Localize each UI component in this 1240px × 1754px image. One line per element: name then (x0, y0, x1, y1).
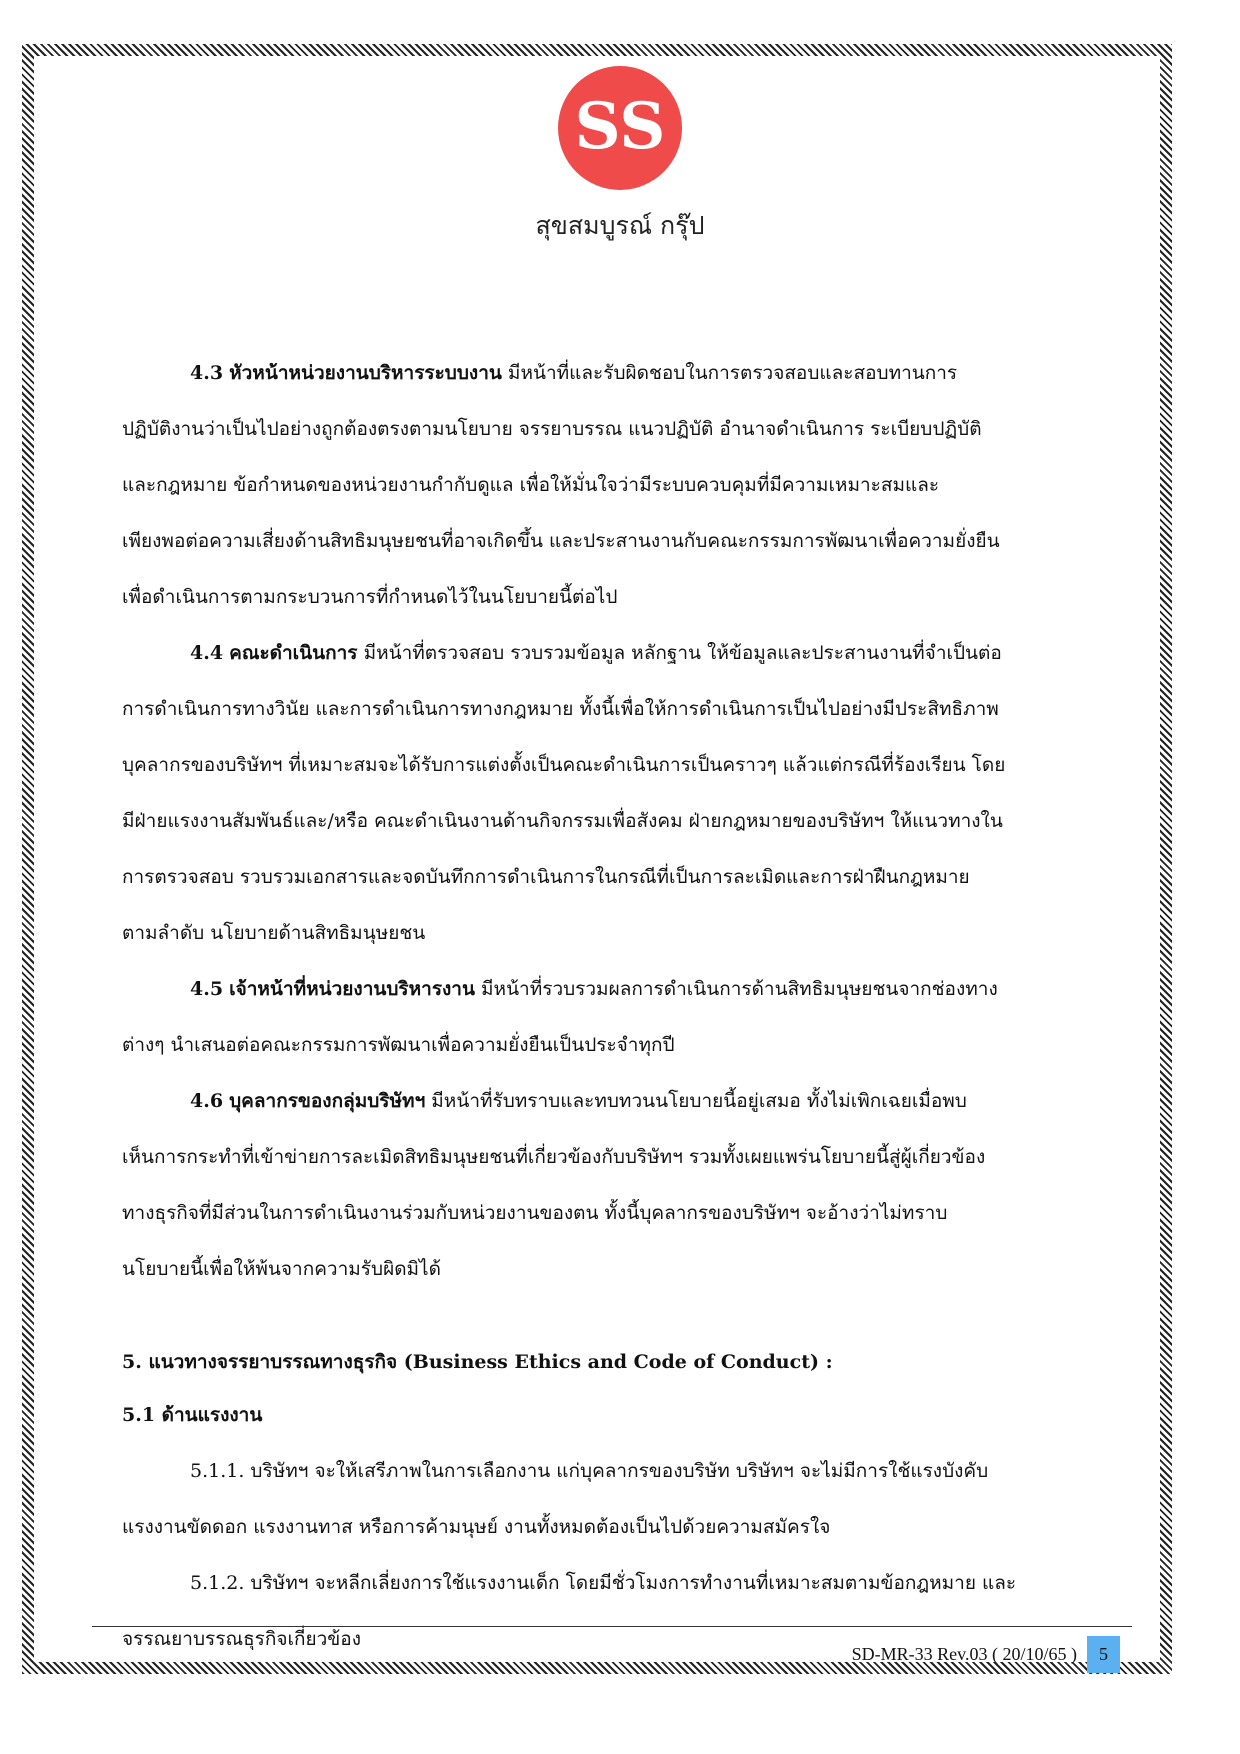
paragraph-line: และกฎหมาย ข้อกำหนดของหน่วยงานกำกับดูแล เพื่อให้มั่นใจว่ามีระบบควบคุมที่มีความเหมาะสมและ (122, 474, 940, 496)
paragraph-num: 4.6 (190, 1090, 224, 1112)
page-number: 5 (1087, 1636, 1120, 1673)
paragraph-heading: หัวหน้าหน่วยงานบริหารระบบงาน (229, 362, 502, 384)
paragraph-heading: คณะดำเนินการ (229, 642, 358, 664)
document-code: SD-MR-33 Rev.03 ( 20/10/65 ) (851, 1644, 1077, 1664)
paragraph-line: เห็นการกระทำที่เข้าข่ายการละเมิดสิทธิมนุษยชนที่เกี่ยวข้องกับบริษัทฯ รวมทั้งเผยแพร่นโยบายนี้สู่ผู้เกี่ยวข้อง (122, 1146, 986, 1168)
section-5-1-title: 5.1 ด้านแรงงาน (122, 1404, 263, 1426)
paragraph-text: มีหน้าที่รับทราบและทบทวนนโยบายนี้อยู่เสมอ ทั้งไม่เพิกเฉยเมื่อพบ (431, 1090, 967, 1112)
paragraph-line: ต่างๆ นำเสนอต่อคณะกรรมการพัฒนาเพื่อความยั่งยืนเป็นประจำทุกปี (122, 1034, 675, 1056)
paragraph-num: 4.5 (190, 978, 224, 1000)
document-body (122, 345, 1102, 1667)
item-5-1-2-line-1: 5.1.2. บริษัทฯ จะหลีกเลี่ยงการใช้แรงงานเด็ก โดยมีชั่วโมงการทำงานที่เหมาะสมตามข้อกฎหมาย และ (190, 1572, 1017, 1594)
paragraph-num: 4.3 (190, 362, 224, 384)
section-5-title: 5. แนวทางจรรยาบรรณทางธุรกิจ (Business Ethics and Code of Conduct) : (122, 1351, 833, 1373)
paragraph-line: จรรณยาบรรณธุรกิจเกี่ยวข้อง (122, 1628, 361, 1650)
paragraph-line: การตรวจสอบ รวบรวมเอกสารและจดบันทึกการดำเนินการในกรณีที่เป็นการละเมิดและการฝ่าฝืนกฎหมาย (122, 866, 970, 888)
paragraph-line: บุคลากรของบริษัทฯ ที่เหมาะสมจะได้รับการแต่งตั้งเป็นคณะดำเนินการเป็นคราวๆ แล้วแต่กรณีที่ร้องเรียน โดย (122, 754, 1006, 776)
paragraph-text: มีหน้าที่และรับผิดชอบในการตรวจสอบและสอบทานการ (507, 362, 958, 384)
paragraph-line: ตามลำดับ นโยบายด้านสิทธิมนุษยชน (122, 922, 426, 944)
footer-divider (92, 1626, 1132, 1627)
paragraph-line: เพียงพอต่อความเสี่ยงด้านสิทธิมนุษยชนที่อาจเกิดขึ้น และประสานงานกับคณะกรรมการพัฒนาเพื่อความยั่งยืน (122, 530, 1000, 552)
paragraph-num: 4.4 (190, 642, 224, 664)
paragraph-line: การดำเนินการทางวินัย และการดำเนินการทางกฎหมาย ทั้งนี้เพื่อให้การดำเนินการเป็นไปอย่างมีประสิทธิภาพ (122, 698, 999, 720)
paragraph-4-5-line-1 (122, 961, 1102, 1017)
paragraph-4-4-line-1 (122, 625, 1102, 681)
brand-name: สุขสมบูรณ์ กรุ๊ป (535, 211, 705, 240)
paragraph-line: เพื่อดำเนินการตามกระบวนการที่กำหนดไว้ในนโยบายนี้ต่อไป (122, 586, 618, 608)
paragraph-line: นโยบายนี้เพื่อให้พ้นจากความรับผิดมิได้ (122, 1258, 441, 1280)
paragraph-line: ปฏิบัติงานว่าเป็นไปอย่างถูกต้องตรงตามนโยบาย จรรยาบรรณ แนวปฏิบัติ อำนาจดำเนินการ ระเบียบปฏิบัติ (122, 418, 982, 440)
page-footer (852, 1636, 1120, 1673)
paragraph-line: มีฝ่ายแรงงานสัมพันธ์และ/หรือ คณะดำเนินงานด้านกิจกรรมเพื่อสังคม ฝ่ายกฎหมายของบริษัทฯ ให้แนวทางใน (122, 810, 1003, 832)
ss-logo-icon (556, 64, 684, 192)
paragraph-line: แรงงานขัดดอก แรงงานทาส หรือการค้ามนุษย์ งานทั้งหมดต้องเป็นไปด้วยความสมัครใจ (122, 1516, 831, 1538)
item-5-1-1-line-1: 5.1.1. บริษัทฯ จะให้เสรีภาพในการเลือกงาน แก่บุคลากรของบริษัท บริษัทฯ จะไม่มีการใช้แรงบังคับ (190, 1460, 989, 1482)
paragraph-4-6-line-1 (122, 1073, 1102, 1129)
paragraph-heading: บุคลากรของกลุ่มบริษัทฯ (229, 1090, 426, 1112)
paragraph-text: มีหน้าที่ตรวจสอบ รวบรวมข้อมูล หลักฐาน ให้ข้อมูลและประสานงานที่จำเป็นต่อ (363, 642, 1002, 664)
paragraph-text: มีหน้าที่รวบรวมผลการดำเนินการด้านสิทธิมนุษยชนจากช่องทาง (481, 978, 998, 1000)
paragraph-4-3-line-1 (122, 345, 1102, 401)
svg-text:SS: SS (574, 89, 666, 164)
paragraph-line: ทางธุรกิจที่มีส่วนในการดำเนินงานร่วมกับหน่วยงานของตน ทั้งนี้บุคลากรของบริษัทฯ จะอ้างว่าไม่ทราบ (122, 1202, 948, 1224)
header-logo (0, 64, 1240, 246)
paragraph-heading: เจ้าหน้าที่หน่วยงานบริหารงาน (229, 978, 475, 1000)
